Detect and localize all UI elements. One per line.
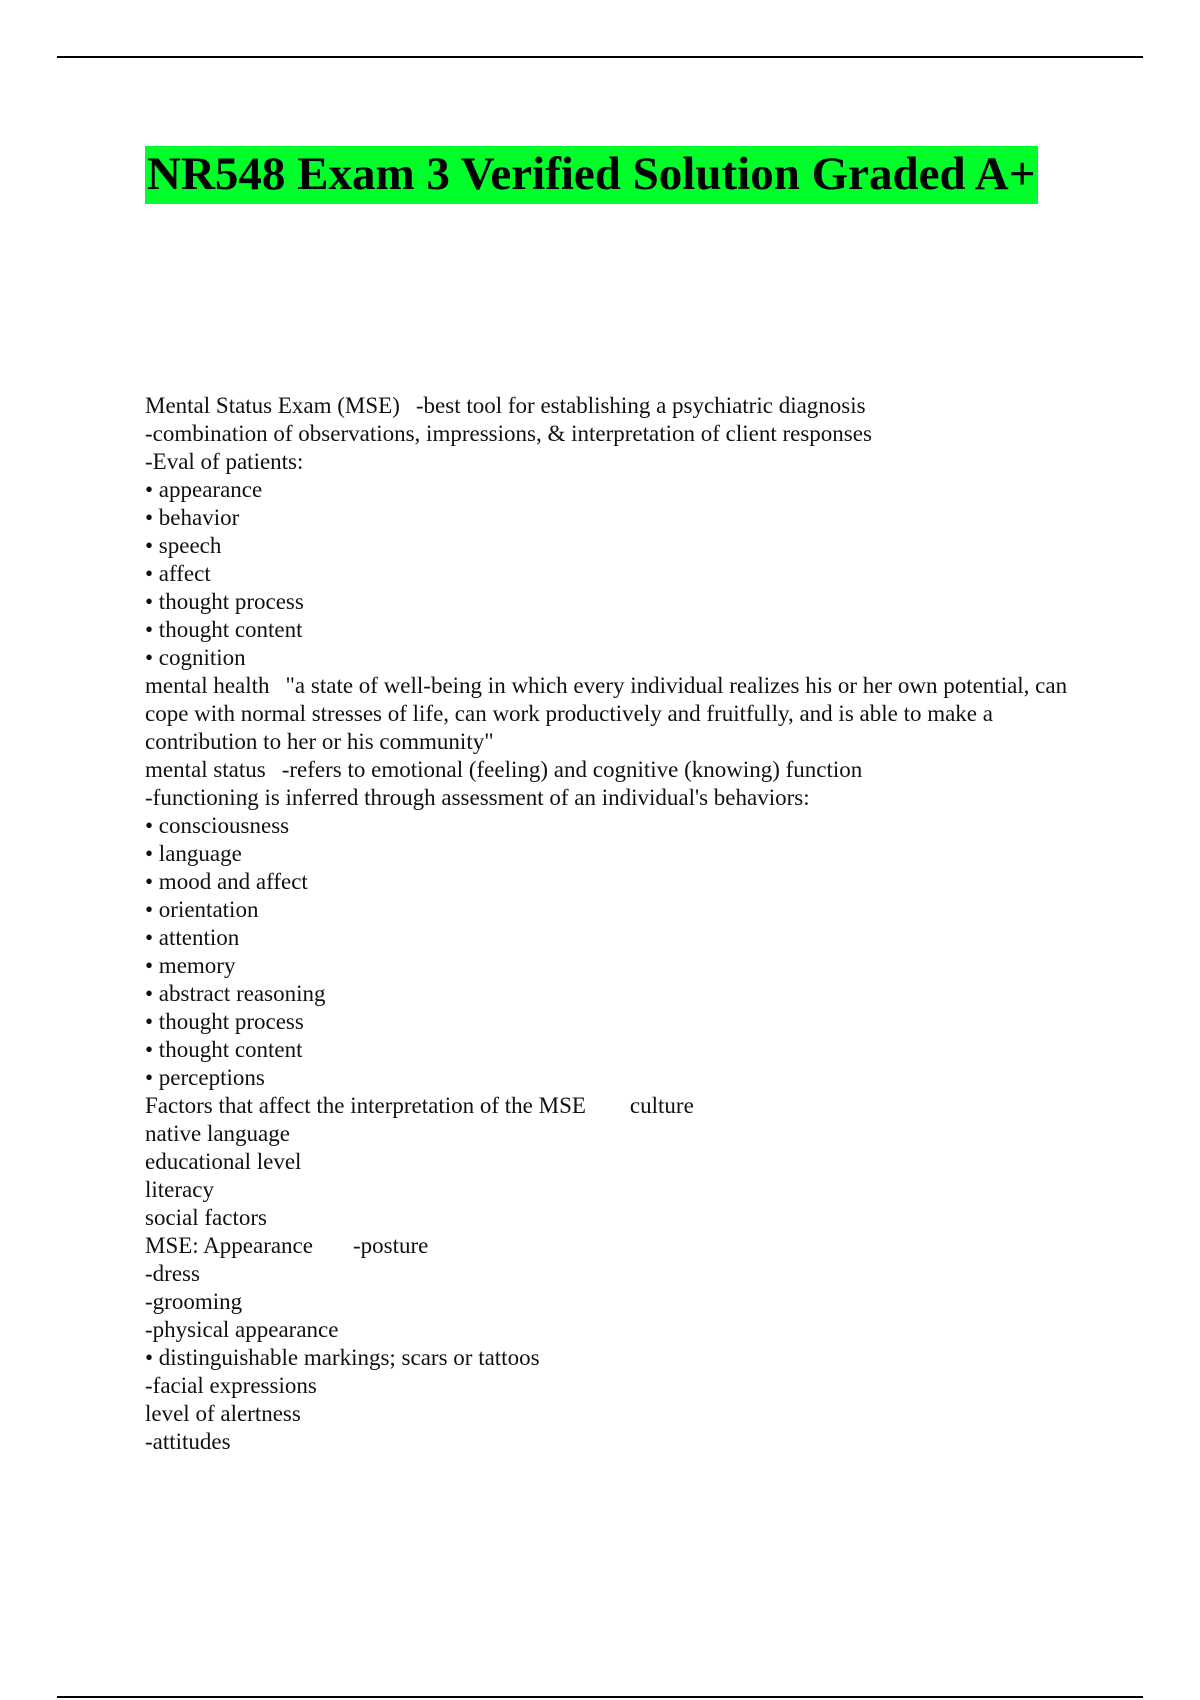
bottom-divider — [57, 1696, 1143, 1698]
appearance-item: level of alertness — [145, 1401, 301, 1426]
appearance-item: • distinguishable markings; scars or tattoos — [145, 1345, 540, 1370]
appearance-heading-line — [145, 1232, 1085, 1260]
mse-item: • thought process — [145, 589, 304, 614]
appearance-item: -facial expressions — [145, 1373, 317, 1398]
mental-status-item: • thought process — [145, 1009, 304, 1034]
factors-item: native language — [145, 1121, 290, 1146]
mental-status-item: • consciousness — [145, 813, 290, 838]
document-body — [145, 392, 1085, 1456]
mental-status-item: • mood and affect — [145, 869, 308, 894]
mse-item: • thought content — [145, 617, 303, 642]
mental-status-item: • abstract reasoning — [145, 981, 326, 1006]
appearance-item: -dress — [145, 1261, 200, 1286]
mse-item: • cognition — [145, 645, 246, 670]
mental-status-heading-line — [145, 756, 1085, 784]
mental-status-item: • perceptions — [145, 1065, 265, 1090]
mse-term: Mental Status Exam (MSE) — [145, 393, 400, 418]
mse-line-3: -Eval of patients: — [145, 449, 304, 474]
factors-item: social factors — [145, 1205, 267, 1230]
mse-item: • behavior — [145, 505, 240, 530]
mental-status-item: • orientation — [145, 897, 259, 922]
mse-item: • appearance — [145, 477, 263, 502]
mental-status-item: • language — [145, 841, 242, 866]
mental-health-definition: "a state of well-being in which every individual realizes his or her own potential, can cope with normal stresses of life, can work productively and fruitfully, and is able to make a contribution to her or his community" — [145, 673, 1068, 754]
mse-definition: -best tool for establishing a psychiatric diagnosis — [415, 393, 866, 418]
mental-health-entry — [145, 672, 1085, 756]
appearance-item: -physical appearance — [145, 1317, 339, 1342]
appearance-item: -grooming — [145, 1289, 243, 1314]
factors-definition: culture — [629, 1093, 694, 1118]
mental-status-line-2: -functioning is inferred through assessment of an individual's behaviors: — [145, 785, 810, 810]
mse-line-2: -combination of observations, impressions, & interpretation of client responses — [145, 421, 872, 446]
factors-heading-line — [145, 1092, 1085, 1120]
mental-status-term: mental status — [145, 757, 266, 782]
mse-item: • speech — [145, 533, 222, 558]
mse-heading-line — [145, 392, 1085, 420]
top-divider — [57, 56, 1143, 58]
mental-status-item: • attention — [145, 925, 240, 950]
mse-item: • affect — [145, 561, 211, 586]
mental-status-item: • memory — [145, 953, 236, 978]
appearance-definition: -posture — [352, 1233, 429, 1258]
appearance-item: -attitudes — [145, 1429, 231, 1454]
mental-health-term: mental health — [145, 673, 270, 698]
factors-item: literacy — [145, 1177, 214, 1202]
appearance-term: MSE: Appearance — [145, 1233, 313, 1258]
mental-status-item: • thought content — [145, 1037, 303, 1062]
document-title: NR548 Exam 3 Verified Solution Graded A+ — [145, 146, 1038, 204]
mental-status-definition: -refers to emotional (feeling) and cognitive (knowing) function — [281, 757, 863, 782]
title-block — [145, 146, 1038, 204]
factors-term: Factors that affect the interpretation of the MSE — [145, 1093, 586, 1118]
factors-item: educational level — [145, 1149, 302, 1174]
